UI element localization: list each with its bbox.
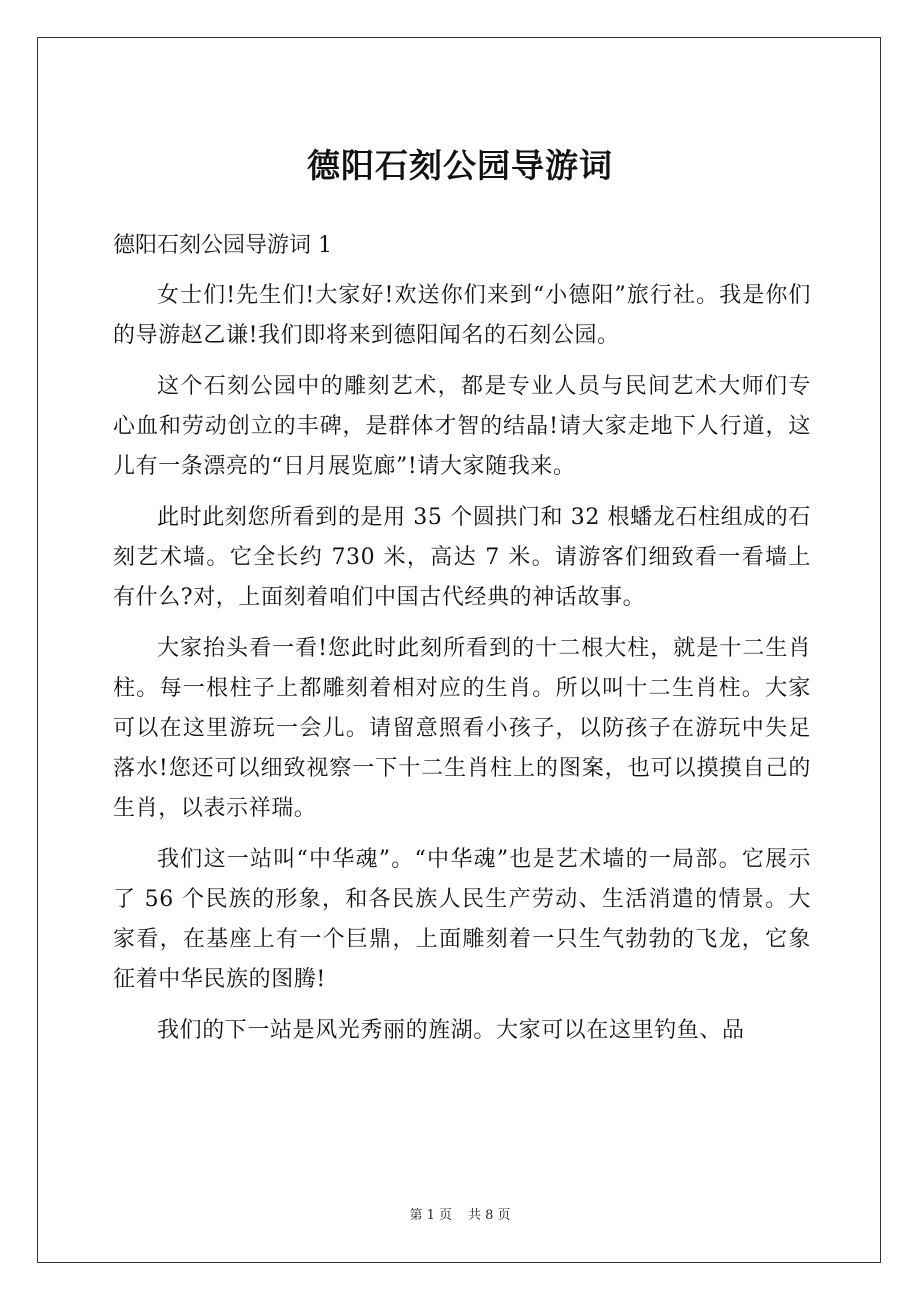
paragraph: 此时此刻您所看到的是用 35 个圆拱门和 32 根蟠龙石柱组成的石刻艺术墙。它全长约 730 米，高达 7 米。请游客们细致看一看墙上有什么?对，上面刻着咱们中国古代经典的神话故事。	[113, 505, 811, 610]
paragraph: 我们这一站叫“中华魂”。“中华魂”也是艺术墙的一局部。它展示了 56 个民族的形象，和各民族人民生产劳动、生活消遣的情景。大家看，在基座上有一个巨鼎，上面雕刻着一只生气勃勃的飞龙，它象征着中华民族的图腾!	[113, 847, 811, 992]
paragraph: 大家抬头看一看!您此时此刻所看到的十二根大柱，就是十二生肖柱。每一根柱子上都雕刻着相对应的生肖。所以叫十二生肖柱。大家可以在这里游玩一会儿。请留意照看小孩子，以防孩子在游玩中失足落水!您还可以细致视察一下十二生肖柱上的图案，也可以摸摸自己的生肖，以表示祥瑞。	[113, 636, 811, 821]
page-footer	[0, 1207, 920, 1225]
document-body	[113, 276, 811, 1062]
document-subtitle: 德阳石刻公园导游词 1	[113, 233, 332, 258]
document-title: 德阳石刻公园导游词	[307, 146, 613, 185]
paragraph: 女士们!先生们!大家好!欢送你们来到“小德阳”旅行社。我是你们的导游赵乙谦!我们即将来到德阳闻名的石刻公园。	[113, 283, 811, 348]
page-number: 第 1 页	[409, 1208, 452, 1223]
paragraph: 这个石刻公园中的雕刻艺术，都是专业人员与民间艺术大师们专心血和劳动创立的丰碑，是群体才智的结晶!请大家走地下人行道，这儿有一条漂亮的“日月展览廊”!请大家随我来。	[113, 374, 811, 479]
page-total: 共 8 页	[468, 1208, 511, 1223]
paragraph: 我们的下一站是风光秀丽的旌湖。大家可以在这里钓鱼、品	[157, 1018, 745, 1043]
